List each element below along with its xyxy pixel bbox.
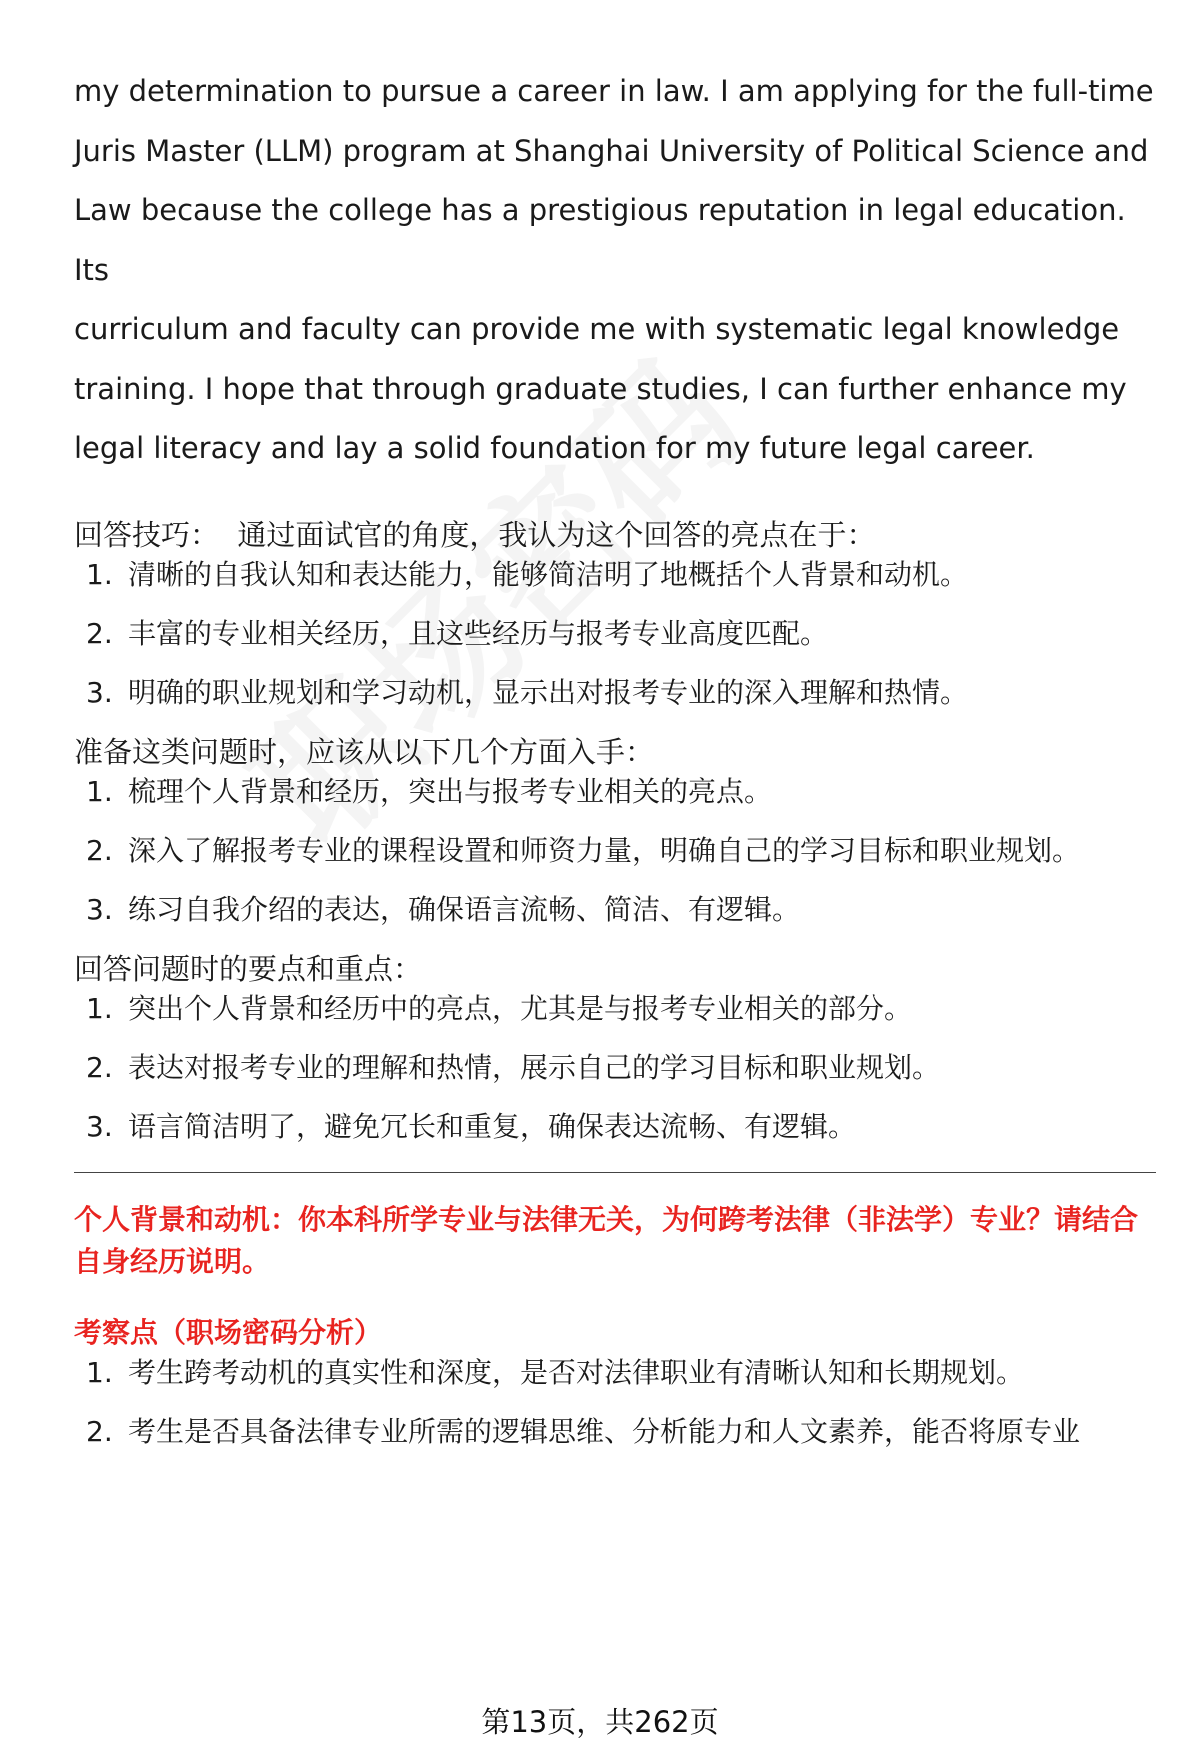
list-item	[74, 1412, 1154, 1452]
list-text: 表达对报考专业的理解和热情，展示自己的学习目标和职业规划。	[128, 1050, 941, 1084]
list-item	[74, 989, 1154, 1029]
intro-line: my determination to pursue a career in law. I am applying for the full-time	[74, 74, 1154, 108]
list-item	[74, 673, 1154, 713]
list-text: 明确的职业规划和学习动机，显示出对报考专业的深入理解和热情。	[128, 675, 969, 709]
list-item	[74, 772, 1154, 812]
list-number: 3.	[86, 675, 113, 709]
tips-label: 回答技巧： 通过面试官的角度，我认为这个回答的亮点在于：	[74, 517, 876, 552]
question-heading: 个人背景和动机：你本科所学专业与法律无关，为何跨考法律（非法学）专业？请结合自身经历说明。	[74, 1202, 1139, 1278]
exam-points-heading: 考察点（职场密码分析）	[74, 1315, 383, 1349]
list-text: 清晰的自我认知和表达能力，能够简洁明了地概括个人背景和动机。	[128, 557, 969, 591]
intro-line: Law because the college has a prestigious reputation in legal education. Its	[74, 193, 1126, 287]
list-text: 练习自我介绍的表达，确保语言流畅、简洁、有逻辑。	[128, 892, 801, 926]
list-text: 梳理个人背景和经历，突出与报考专业相关的亮点。	[128, 774, 773, 808]
list-text: 深入了解报考专业的课程设置和师资力量，明确自己的学习目标和职业规划。	[128, 833, 1081, 867]
document-page	[74, 62, 1154, 1471]
list-item	[74, 831, 1154, 871]
prep-list	[74, 772, 1154, 930]
list-text: 考生跨考动机的真实性和深度，是否对法律职业有清晰认知和长期规划。	[128, 1355, 1025, 1389]
list-item	[74, 890, 1154, 930]
list-number: 3.	[86, 892, 113, 926]
list-number: 1.	[86, 1355, 113, 1389]
list-text: 考生是否具备法律专业所需的逻辑思维、分析能力和人文素养，能否将原专业	[128, 1414, 1081, 1448]
intro-line: legal literacy and lay a solid foundation for my future legal career.	[74, 431, 1035, 465]
prep-label: 准备这类问题时，应该从以下几个方面入手：	[74, 734, 655, 769]
exam-points-list	[74, 1353, 1154, 1452]
intro-line: Juris Master (LLM) program at Shanghai University of Political Science and	[74, 133, 1149, 168]
page-footer: 第13页，共262页	[481, 1705, 719, 1739]
list-number: 2.	[86, 833, 113, 867]
list-item	[74, 555, 1154, 595]
list-text: 丰富的专业相关经历，且这些经历与报考专业高度匹配。	[128, 616, 829, 650]
intro-line: curriculum and faculty can provide me with systematic legal knowledge	[74, 312, 1120, 346]
highlights-list	[74, 555, 1154, 713]
section-divider	[74, 1172, 1156, 1173]
intro-paragraph	[74, 62, 1154, 479]
keypoints-list	[74, 989, 1154, 1147]
keypoints-label: 回答问题时的要点和重点：	[74, 951, 423, 986]
list-item	[74, 614, 1154, 654]
list-number: 1.	[86, 557, 113, 591]
list-text: 突出个人背景和经历中的亮点，尤其是与报考专业相关的部分。	[128, 991, 913, 1025]
list-item	[74, 1048, 1154, 1088]
intro-line: training. I hope that through graduate studies, I can further enhance my	[74, 371, 1127, 406]
list-number: 2.	[86, 1414, 113, 1448]
list-number: 3.	[86, 1109, 113, 1143]
list-number: 2.	[86, 1050, 113, 1084]
list-number: 1.	[86, 991, 113, 1025]
list-item	[74, 1353, 1154, 1393]
list-text: 语言简洁明了，避免冗长和重复，确保表达流畅、有逻辑。	[128, 1109, 857, 1143]
list-number: 2.	[86, 616, 113, 650]
list-number: 1.	[86, 774, 113, 808]
list-item	[74, 1107, 1154, 1147]
